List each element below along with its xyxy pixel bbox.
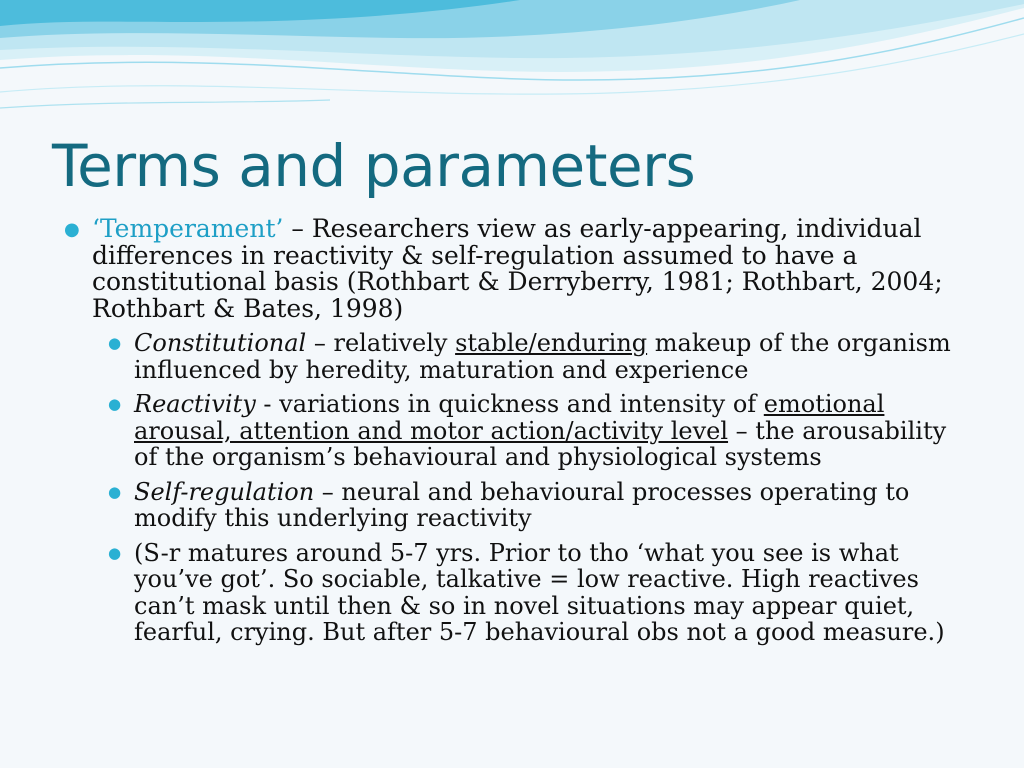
temperament-definition: – Researchers view as early-appearing, individual differences in reactivity & self-regulation assumed to have a constitutional basis (Rothbart & Derryberry, 1981; Rothbart, 2004; Rothbart & Bates, 1998) <box>92 214 943 323</box>
slide-title: Terms and parameters <box>52 132 696 200</box>
bullet-text <box>92 216 965 322</box>
bullet-list <box>60 216 965 646</box>
sub-bullet-list <box>60 330 965 646</box>
underlined-phrase: emotional arousal, attention and motor action/activity level <box>134 390 885 445</box>
header-wave-decoration <box>0 0 1024 120</box>
bullet-dot-icon: ● <box>108 395 122 413</box>
bullet-dot-icon: ● <box>108 482 122 501</box>
term-reactivity: Reactivity <box>134 390 256 418</box>
bullet-dot-icon: ● <box>108 543 122 562</box>
bullet-text: Constitutional – relatively stable/enduring makeup of the organism influenced by heredity, maturation and experience <box>134 329 951 384</box>
bullet-dot-icon: ● <box>108 334 122 352</box>
term-self-regulation: Self-regulation <box>134 477 315 506</box>
bullet-text: (S-r matures around 5-7 yrs. Prior to tho ‘what you see is what you’ve got’. So sociable, talkative = low reactive. High reactives can’t mask until then & so in novel situations may appear quiet, fearful, crying. But after 5-7 behavioural obs not a good measure.) <box>134 538 945 646</box>
bullet-dot-icon: ● <box>64 219 80 240</box>
bullet-constitutional <box>60 330 965 383</box>
underlined-phrase: stable/enduring <box>455 329 648 357</box>
bullet-reactivity <box>60 391 965 471</box>
bullet-temperament <box>60 216 965 322</box>
bullet-self-regulation <box>60 479 965 532</box>
bullet-note <box>60 540 965 646</box>
term-temperament: ‘Temperament’ <box>92 214 284 243</box>
bullet-text: Reactivity - variations in quickness and intensity of emotional arousal, attention and motor action/activity level – the arousability of the organism’s behavioural and physiological systems <box>134 390 947 471</box>
bullet-text: Self-regulation – neural and behavioural processes operating to modify this underlying reactivity <box>134 477 910 532</box>
term-constitutional: Constitutional <box>134 329 307 357</box>
